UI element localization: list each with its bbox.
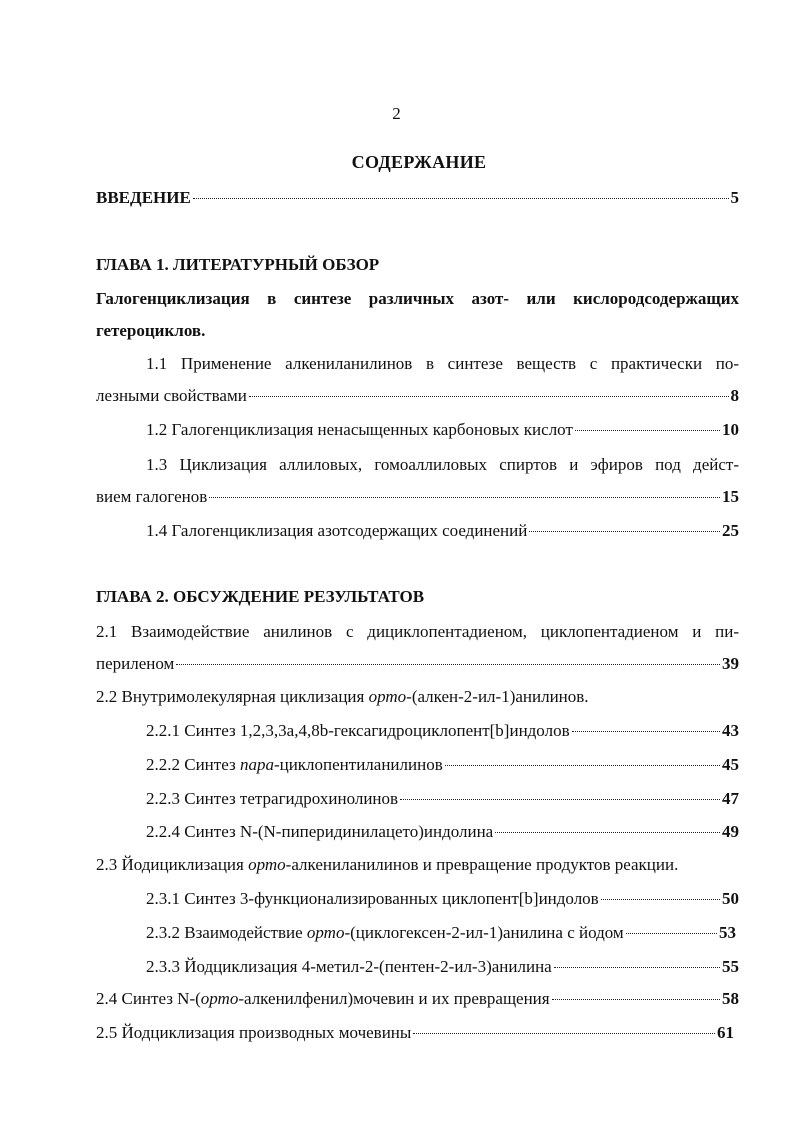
toc-entry-1-1: 1.1 Применение алкениланилинов в синтезе веществ с практически по-	[146, 354, 739, 373]
toc-entry-2-1: 2.1 Взаимодействие анилинов с дициклопентадиеном, циклопентадиеном и пи-	[96, 622, 739, 641]
toc-entry-2-4	[96, 989, 739, 1009]
toc-page: 49	[722, 822, 739, 841]
toc-label: 2.2 Внутримолекулярная циклизация	[96, 687, 369, 706]
leader-dots	[575, 430, 720, 431]
toc-page: 55	[722, 957, 739, 976]
toc-entry-2-3	[96, 855, 678, 875]
toc-label: 2.2.3 Синтез тетрагидрохинолинов	[146, 789, 399, 808]
toc-page: 8	[730, 386, 739, 405]
leader-dots	[249, 396, 729, 397]
toc-label: периленом	[96, 654, 175, 673]
toc-label: 2.2.1 Синтез 1,2,3,3a,4,8b-гексагидроциклопент[b]индолов	[146, 721, 570, 740]
toc-entry-2-3-3	[146, 957, 739, 977]
toc-page: 43	[722, 721, 739, 740]
toc-entry-1-2	[146, 420, 739, 440]
toc-label: 2.5 Йодциклизация производных мочевины	[96, 1023, 412, 1042]
chapter1-heading: ГЛАВА 1. ЛИТЕРАТУРНЫЙ ОБЗОР	[96, 255, 380, 274]
leader-dots	[572, 731, 720, 732]
leader-dots	[601, 899, 720, 900]
leader-dots	[413, 1033, 715, 1034]
toc-entry-2-2-3	[146, 789, 739, 809]
toc-label: ВВЕДЕНИЕ	[96, 188, 191, 207]
toc-label-part: 2.3.2 Взаимодействие	[146, 923, 307, 942]
toc-page: 58	[722, 989, 739, 1008]
toc-page: 25	[722, 521, 739, 540]
toc-entry-1-1-cont	[96, 386, 739, 406]
leader-dots	[529, 531, 720, 532]
toc-label-italic: орто	[200, 989, 239, 1008]
leader-dots	[554, 967, 720, 968]
toc-entry-2-2-1	[146, 721, 739, 741]
toc-label-part: -циклопентиланилинов	[273, 755, 443, 774]
leader-dots	[495, 832, 720, 833]
toc-entry-1-3-cont	[96, 487, 739, 507]
toc-page: 50	[722, 889, 739, 908]
toc-label	[146, 923, 624, 943]
toc-entry-2-1-cont	[96, 654, 739, 674]
toc-label-part: 2.4 Синтез N-(	[96, 989, 201, 1008]
toc-label	[96, 989, 550, 1009]
toc-entry-2-3-2	[146, 923, 736, 943]
toc-entry-1-4	[146, 521, 739, 541]
leader-dots	[400, 799, 720, 800]
toc-entry-2-5	[96, 1023, 734, 1043]
toc-page: 47	[722, 789, 739, 808]
toc-label: лезными свойствами	[96, 386, 247, 405]
leader-dots	[552, 999, 720, 1000]
chapter1-subtitle-cont: гетероциклов.	[96, 321, 206, 340]
toc-page: 5	[730, 188, 739, 207]
toc-page: 45	[722, 755, 739, 774]
chapter2-heading: ГЛАВА 2. ОБСУЖДЕНИЕ РЕЗУЛЬТАТОВ	[96, 587, 425, 606]
chapter1-subtitle: Галогенциклизация в синтезе различных азот- или кислородсодержащих	[96, 289, 739, 308]
toc-entry-2-2-4	[146, 822, 739, 842]
toc-label: 2.3.3 Йодциклизация 4-метил-2-(пентен-2-ил-3)анилина	[146, 957, 552, 976]
toc-entry-intro	[96, 188, 739, 208]
leader-dots	[445, 765, 720, 766]
leader-dots	[209, 497, 720, 498]
toc-label-part: -(циклогексен-2-ил-1)анилина с йодом	[344, 923, 624, 942]
toc-page: 53	[719, 923, 736, 942]
toc-label-italic: орто	[368, 687, 407, 706]
toc-label-italic: орто	[306, 923, 345, 942]
page-number: 2	[392, 104, 401, 123]
toc-entry-2-2-2	[146, 755, 739, 775]
toc-page: 15	[722, 487, 739, 506]
toc-label: -(алкен-2-ил-1)анилинов.	[406, 687, 589, 706]
leader-dots	[626, 933, 717, 934]
toc-label: 2.3.1 Синтез 3-функционализированных циклопент[b]индолов	[146, 889, 599, 908]
toc-entry-2-3-1	[146, 889, 739, 909]
toc-label-italic: орто	[248, 855, 286, 874]
page-title: СОДЕРЖАНИЕ	[351, 152, 487, 172]
toc-page: 61	[717, 1023, 734, 1042]
toc-label: 2.2.4 Синтез N-(N-пиперидинилацето)индолина	[146, 822, 494, 841]
toc-label-part: -алкенилфенил)мочевин и их превращения	[238, 989, 550, 1008]
toc-label	[146, 755, 443, 775]
toc-label: 1.2 Галогенциклизация ненасыщенных карбоновых кислот	[146, 420, 573, 439]
toc-page: 39	[722, 654, 739, 673]
toc-page: 10	[722, 420, 739, 439]
toc-entry-2-2	[96, 687, 589, 707]
leader-dots	[176, 664, 720, 665]
leader-dots	[193, 198, 729, 199]
toc-label: -алкениланилинов и превращение продуктов реакции.	[285, 855, 679, 874]
toc-entry-1-3: 1.3 Циклизация аллиловых, гомоаллиловых спиртов и эфиров под дейст-	[146, 455, 739, 474]
toc-label: вием галогенов	[96, 487, 208, 506]
toc-label-italic: пара	[239, 755, 274, 774]
toc-label: 2.3 Йодициклизация	[96, 855, 249, 874]
toc-label-part: 2.2.2 Синтез	[146, 755, 240, 774]
toc-label: 1.4 Галогенциклизация азотсодержащих соединений	[146, 521, 528, 540]
